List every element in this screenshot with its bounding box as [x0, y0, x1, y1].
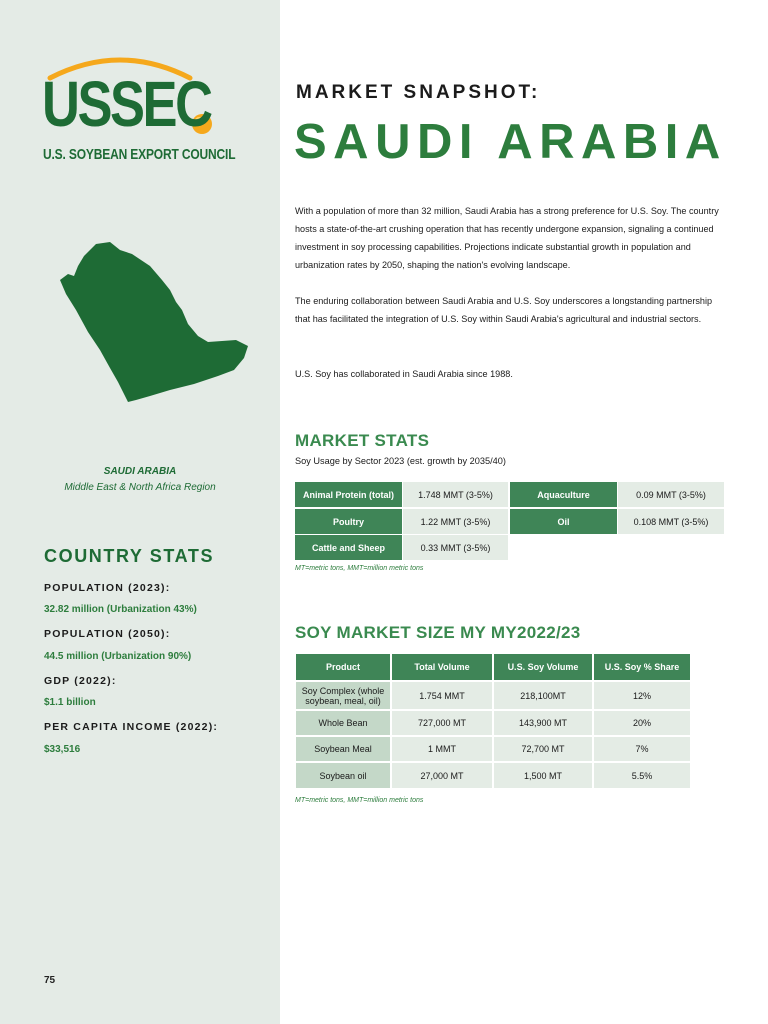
table-cell: 727,000 MT: [392, 711, 492, 735]
stat-value-population-2050: 44.5 million (Urbanization 90%): [44, 651, 192, 662]
table-cell: 1.754 MMT: [392, 682, 492, 709]
table-cell: 27,000 MT: [392, 763, 492, 788]
sector-label: Animal Protein (total): [295, 482, 402, 507]
market-stats-title: MARKET STATS: [295, 431, 430, 450]
column-header: Total Volume: [392, 654, 492, 680]
collaboration-paragraph: The enduring collaboration between Saudi Arabia and U.S. Soy underscores a longstanding partnership that has facilitated the integration of U.S. Soy within Saudi Arabia's agricultural and industrial sectors.: [295, 296, 713, 324]
saudi-arabia-map-icon: [58, 240, 253, 405]
country-stats-title: COUNTRY STATS: [44, 546, 215, 566]
stat-value-population-2023: 32.82 million (Urbanization 43%): [44, 604, 197, 615]
stat-value-gdp: $1.1 billion: [44, 697, 96, 708]
stat-value-per-capita-income: $33,516: [44, 744, 81, 755]
since-paragraph: U.S. Soy has collaborated in Saudi Arabia since 1988.: [295, 369, 513, 379]
stat-label-population-2023: POPULATION (2023):: [44, 582, 171, 594]
table-cell: 7%: [594, 737, 690, 761]
sector-value: 1.22 MMT (3-5%): [403, 509, 508, 534]
page-number: 75: [44, 975, 56, 986]
region-name: SAUDI ARABIA: [103, 466, 177, 477]
page-kicker: MARKET SNAPSHOT:: [296, 82, 541, 103]
soy-market-title: SOY MARKET SIZE MY MY2022/23: [295, 623, 581, 642]
logo-wordmark: USSEC: [42, 68, 211, 140]
table-cell: 72,700 MT: [494, 737, 592, 761]
sector-value: 0.108 MMT (3-5%): [618, 509, 724, 534]
sidebar: [0, 0, 280, 1024]
column-header: U.S. Soy % Share: [594, 654, 690, 680]
sector-label: Oil: [510, 509, 617, 534]
sector-value: 0.09 MMT (3-5%): [618, 482, 724, 507]
table-cell: 143,900 MT: [494, 711, 592, 735]
main-content: [280, 0, 768, 1024]
sector-label: Aquaculture: [510, 482, 617, 507]
page-title: SAUDI ARABIA: [294, 115, 727, 169]
column-header: U.S. Soy Volume: [494, 654, 592, 680]
product-cell: Whole Bean: [296, 711, 390, 735]
soy-market-table: [296, 654, 690, 788]
column-header: Product: [296, 654, 390, 680]
table-cell: 20%: [594, 711, 690, 735]
table-cell: 1 MMT: [392, 737, 492, 761]
market-stats-footnote: MT=metric tons, MMT=million metric tons: [295, 565, 424, 572]
sector-value: 0.33 MMT (3-5%): [403, 535, 508, 560]
market-stats-subtitle: Soy Usage by Sector 2023 (est. growth by 2035/40): [295, 456, 506, 466]
product-cell: Soy Complex (whole soybean, meal, oil): [296, 682, 390, 709]
soy-market-footnote: MT=metric tons, MMT=million metric tons: [295, 797, 424, 804]
ussec-logo: [40, 50, 236, 165]
stat-label-per-capita-income: PER CAPITA INCOME (2022):: [44, 721, 219, 733]
intro-paragraph: With a population of more than 32 million, Saudi Arabia has a strong preference for U.S. Soy. The country hosts a state-of-the-art crushing operation that has recently undergone expansion, signaling a continued investment in soy processing capabilities. Projections indicate substantial growth in population and urbanization rates by 2050, shaping the nation's evolving landscape.: [295, 206, 719, 270]
sector-value: 1.748 MMT (3-5%): [403, 482, 508, 507]
table-cell: 12%: [594, 682, 690, 709]
table-cell: 5.5%: [594, 763, 690, 788]
product-cell: Soybean oil: [296, 763, 390, 788]
region-subtitle: Middle East & North Africa Region: [64, 482, 216, 493]
sector-label: Poultry: [295, 509, 402, 534]
table-cell: 1,500 MT: [494, 763, 592, 788]
table-cell: 218,100MT: [494, 682, 592, 709]
product-cell: Soybean Meal: [296, 737, 390, 761]
stat-label-population-2050: POPULATION (2050):: [44, 628, 171, 640]
stat-label-gdp: GDP (2022):: [44, 675, 117, 687]
logo-tagline: U.S. SOYBEAN EXPORT COUNCIL: [43, 146, 236, 163]
sector-label: Cattle and Sheep: [295, 535, 402, 560]
